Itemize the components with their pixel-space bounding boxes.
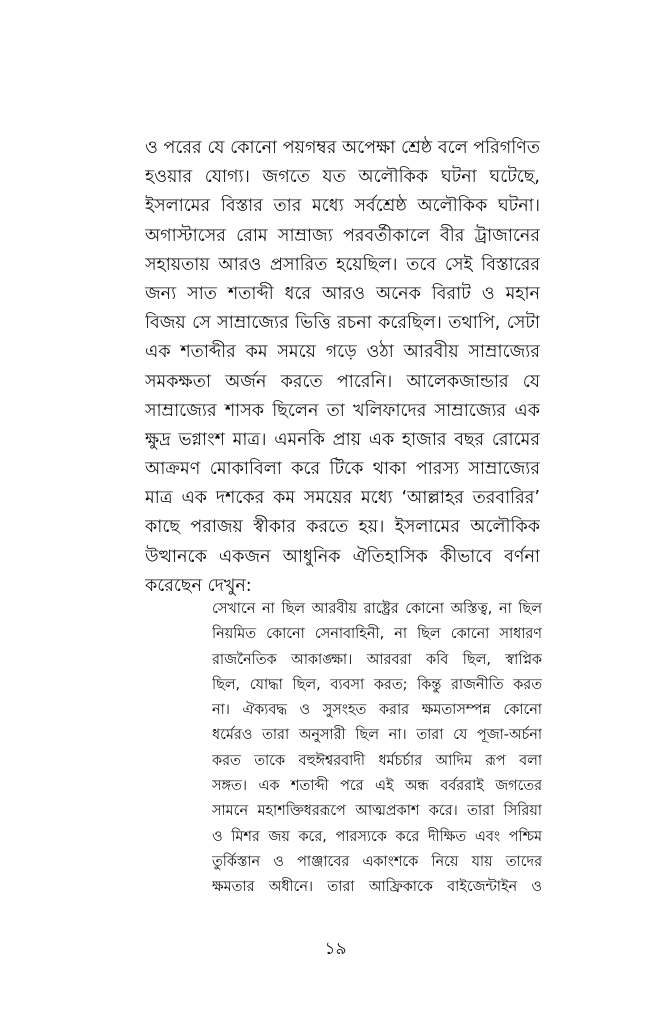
body-line: ইসলামের বিস্তার তার মধ্যে সর্বশ্রেষ্ঠ অলৌকিক ঘটনা। [145,196,540,217]
quote-line: না। ঐক্যবদ্ধ ও সুসংহত করার ক্ষমতাসম্পন্ন কোনো [212,702,542,719]
body-text [145,134,540,601]
quote-line: ক্ষমতার অধীনে। তারা আফ্রিকাকে বাইজেন্টাইন ও [212,879,542,896]
body-line: ক্ষুদ্র ভগ্নাংশ মাত্র। এমনকি প্রায় এক হাজার বছর রোমের [145,429,540,450]
body-line: সমকক্ষতা অর্জন করতে পারেনি। আলেকজান্ডার যে [145,371,540,392]
body-line: উত্থানকে একজন আধুনিক ঐতিহাসিক কীভাবে বর্ণনা [145,546,540,567]
body-line: সাম্রাজ্যের শাসক ছিলেন তা খলিফাদের সাম্রাজ্যের এক [145,400,540,421]
quote-line: ছিল, যোদ্ধা ছিল, ব্যবসা করত; কিন্তু রাজনীতি করত [212,676,542,693]
quote-line: রাজনৈতিক আকাঙ্ক্ষা। আরবরা কবি ছিল, স্বাপ্নিক [212,651,542,668]
quote-line: সেখানে না ছিল আরবীয় রাষ্ট্রের কোনো অস্তিত্ব, না ছিল [212,601,542,617]
body-line: মাত্র এক দশকের কম সময়ের মধ্যে ‘আল্লাহর তরবারির’ [145,488,540,509]
quote-line: ও মিশর জয় করে, পারস্যকে করে দীক্ষিত এবং পশ্চিম [212,828,542,845]
body-line: এক শতাব্দীর কম সময়ে গড়ে ওঠা আরবীয় সাম্রাজ্যের [145,342,540,363]
body-line: বিজয় সে সাম্রাজ্যের ভিত্তি রচনা করেছিল। তথাপি, সেটা [145,313,540,334]
body-line: হওয়ার যোগ্য। জগতে যত অলৌকিক ঘটনা ঘটেছে, [145,167,540,188]
body-line: জন্য সাত শতাব্দী ধরে আরও অনেক বিরাট ও মহান [145,283,540,304]
page-number: ১৯ [324,939,347,959]
quote-line: সঙ্গত। এক শতাব্দী পরে এই অন্ধ বর্বররাই জগতের [212,778,542,795]
body-line: ও পরের যে কোনো পয়গম্বর অপেক্ষা শ্রেষ্ঠ বলে পরিগণিত [145,138,540,158]
quote-line: ধর্মেরও তারা অনুসারী ছিল না। তারা যে পূজা-অর্চনা [212,727,542,744]
quote-line: করত তাকে বহুঈশ্বরবাদী ধর্মচর্চার আদিম রূপ বলা [212,752,542,769]
body-line: করেছেন দেখুন: [145,575,252,596]
quote-line: সামনে মহাশক্তিধররূপে আত্মপ্রকাশ করে। তারা সিরিয়া [212,803,542,820]
body-line: অগাস্টাসের রোম সাম্রাজ্য পরবর্তীকালে বীর ট্রাজানের [145,225,540,246]
block-quote [212,597,542,901]
body-line: সহায়তায় আরও প্রসারিত হয়েছিল। তবে সেই বিস্তারের [145,254,540,275]
quote-line: নিয়মিত কোনো সেনাবাহিনী, না ছিল কোনো সাধারণ [212,626,542,643]
quote-line: তুর্কিস্তান ও পাঞ্জাবের একাংশকে নিয়ে যায় তাদের [212,853,542,870]
body-line: আক্রমণ মোকাবিলা করে টিকে থাকা পারস্য সাম্রাজ্যের [145,459,540,480]
body-line: কাছে পরাজয় স্বীকার করতে হয়। ইসলামের অলৌকিক [145,517,540,538]
